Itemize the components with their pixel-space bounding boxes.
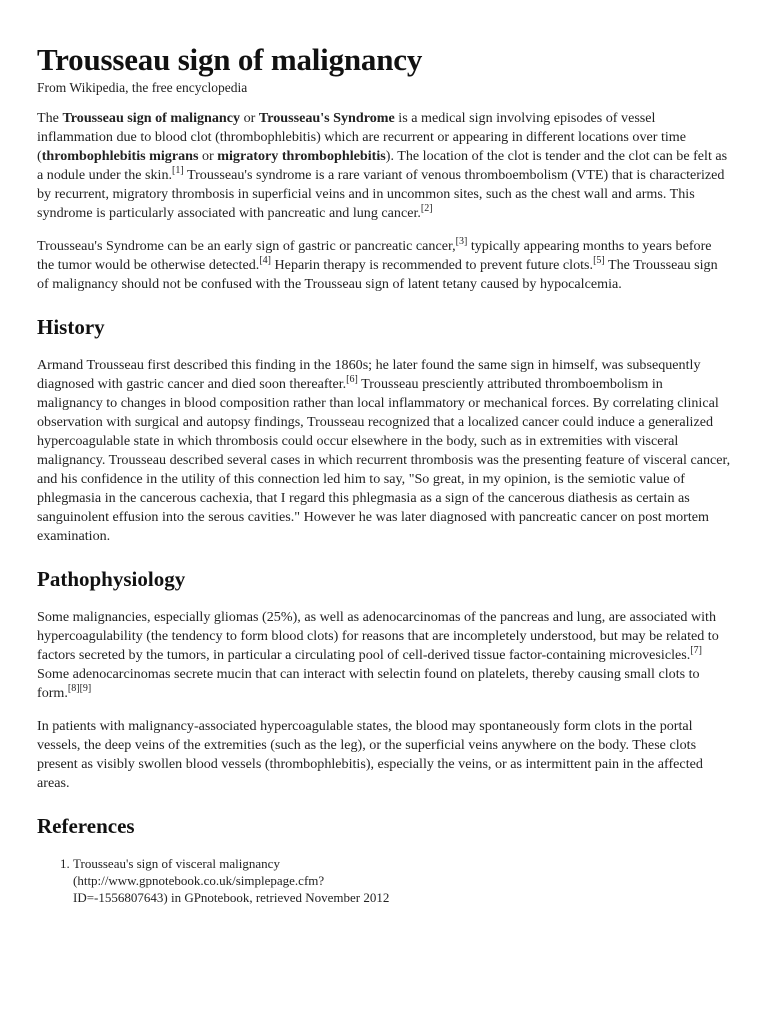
intro-text: typically appearing months to years before the tumor would be otherwise detected. [37,238,712,273]
citation-link[interactable]: [4] [259,255,271,266]
bold-term: thrombophlebitis migrans [41,148,199,164]
pathophysiology-paragraph-2: In patients with malignancy-associated hypercoagulable states, the blood may spontaneously form clots in the portal vessels, the deep veins of the extremities (such as the leg), or the superficial veins anywhere on the body. These clots present as visibly swollen blood vessels (thrombophlebitis), especially the veins, or as intermittent pain in the affected areas. [37,718,703,791]
reference-item[interactable]: 1. Trousseau's sign of visceral malignancy (http://www.gpnotebook.co.uk/simplepage.cfm?ID=-1556807643) in GPnotebook, retrieved November 2012 [73,855,393,906]
intro-text: is a medical sign involving episodes of vessel inflammation due to blood clot (thrombophlebitis) which are recurrent or appearing in different locations over time ( [37,110,687,164]
intro-paragraph-1 [37,109,731,223]
section-heading-history: History [37,315,105,339]
intro-text: Heparin therapy is recommended to prevent future clots. [270,257,594,273]
section-heading-references: References [37,814,135,838]
intro-text: or [240,110,259,126]
citation-link[interactable]: [9] [79,683,92,694]
bold-term: migratory thrombophlebitis [217,148,386,164]
citation-link[interactable]: [5] [593,255,605,266]
intro-text: The [37,110,63,126]
history-text: Armand Trousseau first described this finding in the 1860s; he later found the same sign in himself, was subsequently diagnosed with gastric cancer and died soon thereafter. [37,357,701,392]
citation-link[interactable]: [8] [67,683,80,694]
references-list [37,855,731,906]
intro-text: Trousseau's syndrome is a rare variant of venous thromboembolism (VTE) that is characterized by recurrent, migratory thrombosis in superficial veins and in uncommon sites, such as the chest wall and arms. This syndrome is particularly associated with pancreatic and lung cancer. [37,167,725,221]
citation-link[interactable]: [6] [346,374,358,385]
citation-link[interactable]: [3] [455,236,468,247]
section-heading-pathophysiology: Pathophysiology [37,567,186,591]
intro-paragraph-2 [37,237,731,294]
history-text: Trousseau presciently attributed thromboembolism in malignancy to changes in blood composition rather than local inflammatory or mechanical forces. By correlating clinical observation with surgical and autopsy findings, Trousseau recognized that a localized cancer could induce a generalized hypercoagulable state in which thrombosis could occur elsewhere in the body, such as in extremities with visceral malignancy. Trousseau described several cases in which recurrent thrombosis was the presenting feature of visceral cancer, and his confidence in the utility of this connection led him to say, "So great, in my opinion, is the semiotic value of phlegmasia in the cancerous cachexia, that I regard this phlegmasia as a sign of the cancerous diathesis as certain as sanguinolent effusion into the serous cavities." However he was later diagnosed with pancreatic cancer on post mortem examination. [37,376,731,544]
page-title: Trousseau sign of malignancy [37,42,423,77]
page-subtitle: From Wikipedia, the free encyclopedia [37,80,248,95]
intro-text: Trousseau's Syndrome can be an early sign of gastric or pancreatic cancer, [37,238,456,254]
citation-link[interactable]: [2] [420,203,433,214]
intro-text: ). The location of the clot is tender and the clot can be felt as a nodule under the skin. [37,148,728,183]
pathophysiology-text: Some malignancies, especially gliomas (25%), as well as adenocarcinomas of the pancreas and lung, are associated with hypercoagulability (the tendency to form blood clots) for reasons that are incompletely understood, but may be related to factors secreted by the tumors, in particular a circulating pool of cell-derived tissue factor-containing microvesicles. [37,609,719,663]
intro-text: or [198,148,218,164]
bold-term: Trousseau sign of malignancy [62,110,241,126]
intro-text: The Trousseau sign of malignancy should not be confused with the Trousseau sign of latent tetany caused by hypocalcemia. [37,257,718,292]
pathophysiology-paragraph-1 [37,608,731,703]
pathophysiology-text: Some adenocarcinomas secrete mucin that can interact with selectin found on platelets, thereby causing small clots to form. [37,666,700,701]
history-paragraph [37,356,731,546]
citation-link[interactable]: [7] [690,645,702,656]
bold-term: Trousseau's Syndrome [258,110,395,126]
citation-link[interactable]: [1] [172,165,184,176]
